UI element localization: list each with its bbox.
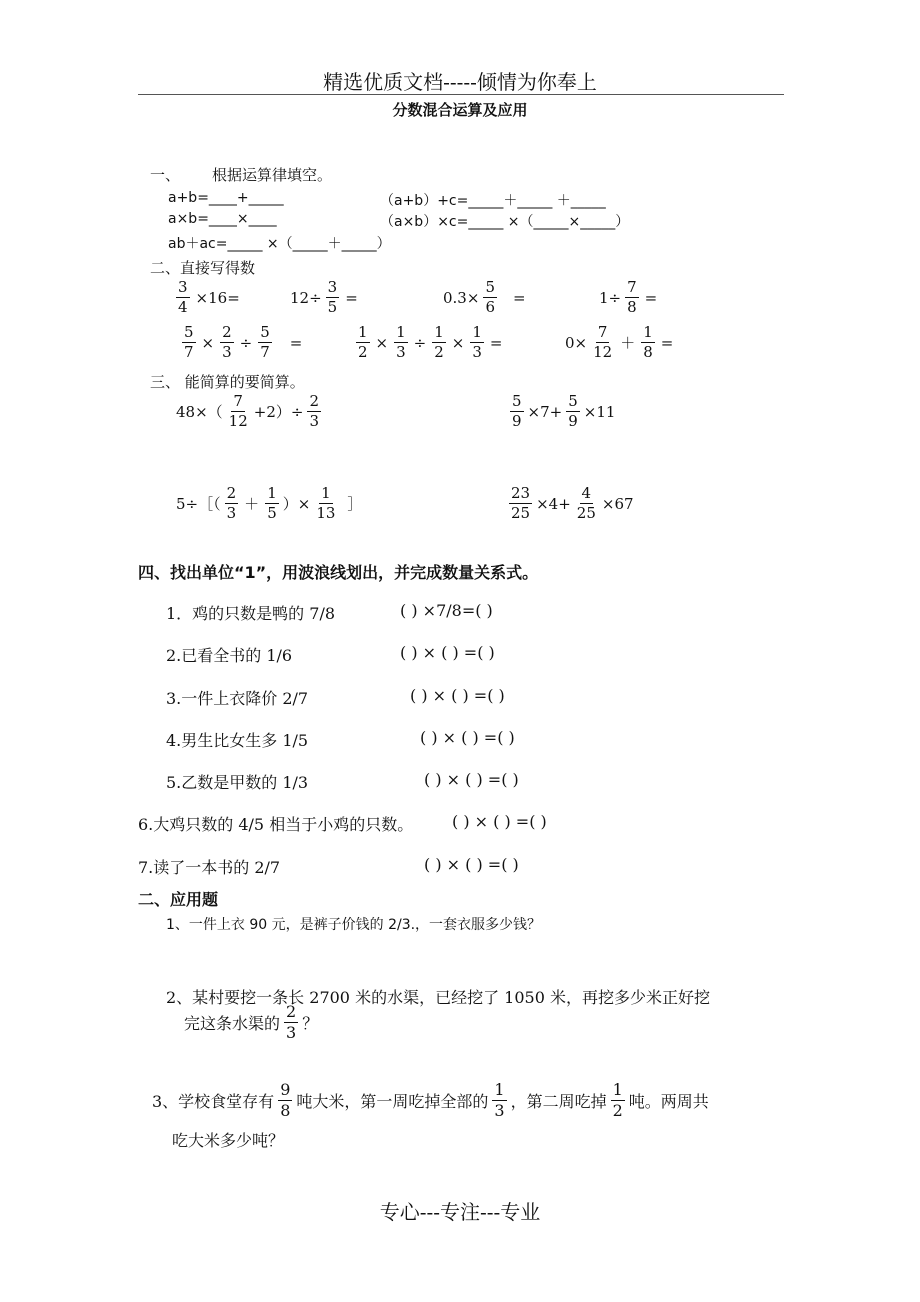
- fraction: $\frac{5}{7}$: [260, 323, 270, 361]
- page-title: 分数混合运算及应用: [392, 101, 528, 119]
- calc-r1-e2: 12÷ $\frac{3}{5}$ =: [290, 278, 358, 316]
- fraction: $\frac{2}{3}$: [309, 392, 319, 430]
- calc-r1-e1: $\frac{3}{4}$ ×16=: [178, 278, 240, 316]
- fraction: $\frac{1}{3}$: [396, 323, 406, 361]
- fraction: $\frac{1}{2}$: [434, 323, 444, 361]
- calc-r1-e3: 0.3× $\frac{5}{6}$ =: [443, 278, 526, 316]
- fraction: $\frac{7}{12}$: [593, 323, 613, 361]
- relation-q3: 3.一件上衣降价 2/7: [166, 689, 309, 708]
- header-rule: [138, 94, 784, 95]
- relation-f2: ( ) × ( ) =( ): [400, 643, 495, 662]
- page-header: 精选优质文档-----倾情为你奉上: [323, 70, 597, 94]
- calc-r1-e4: 1÷ $\frac{7}{8}$ =: [599, 278, 658, 316]
- word-problem-3-line2: 吃大米多少吨？: [172, 1131, 285, 1150]
- word-problem-1: 1、一件上衣 90 元，是裤子价钱的 2/3.，一套衣服多少钱？: [166, 917, 542, 933]
- relation-f1: ( ) ×7/8=( ): [400, 601, 493, 620]
- fraction: $\frac{23}{25}$: [511, 484, 531, 522]
- fraction: $\frac{1}{5}$: [267, 484, 277, 522]
- fraction: $\frac{7}{8}$: [627, 278, 637, 316]
- sec2-label: 二、直接写得数: [150, 259, 256, 277]
- calc-r2-e2: $\frac{1}{2}$ × $\frac{1}{3}$ ÷ $\frac{1}{2}$ × $\frac{1}{3}$ =: [358, 323, 503, 361]
- law-line-2b: （a×b）×c=_____ ×（_____×_____）: [380, 214, 630, 230]
- fraction: $\frac{3}{4}$: [178, 278, 188, 316]
- sec5-label: 二、应用题: [138, 890, 219, 909]
- simplify-p4: $\frac{23}{25}$ ×4+ $\frac{4}{25}$ ×67: [511, 484, 634, 522]
- law-line-3a: ab＋ac=_____ ×（_____＋_____）: [168, 236, 391, 252]
- sec4-label: 四、找出单位“1”，用波浪线划出，并完成数量关系式。: [138, 563, 539, 582]
- calc-r2-e3: 0× $\frac{7}{12}$ ＋ $\frac{1}{8}$ =: [565, 323, 674, 361]
- simplify-p2: $\frac{5}{9}$ ×7+ $\frac{5}{9}$ ×11: [512, 392, 616, 430]
- relation-f4: ( ) × ( ) =( ): [420, 728, 515, 747]
- fraction: $\frac{3}{5}$: [327, 278, 338, 316]
- fraction: $\frac{1}{2}$: [612, 1080, 623, 1120]
- fraction: $\frac{1}{3}$: [472, 323, 482, 361]
- fraction: $\frac{5}{7}$: [184, 323, 194, 361]
- relation-f5: ( ) × ( ) =( ): [424, 770, 519, 789]
- fraction: $\frac{2}{3}$: [226, 484, 237, 522]
- relation-q5: 5.乙数是甲数的 1/3: [166, 773, 309, 792]
- law-line-2a: a×b=____×____: [168, 211, 277, 227]
- fraction: $\frac{2}{3}$: [222, 323, 232, 361]
- fraction: $\frac{1}{3}$: [494, 1080, 505, 1120]
- word-problem-2-line1: 2、某村要挖一条长 2700 米的水渠，已经挖了 1050 米，再挖多少米正好挖: [166, 988, 710, 1007]
- relation-q6: 6.大鸡只数的 4/5 相当于小鸡的只数。: [138, 815, 414, 834]
- simplify-p3: 5÷［（ $\frac{2}{3}$ ＋ $\frac{1}{5}$ ）× $\frac{1}{13}$ ］: [176, 484, 363, 522]
- relation-q7: 7.读了一本书的 2/7: [138, 858, 281, 877]
- page-footer: 专心---专注---专业: [379, 1200, 541, 1224]
- word-problem-3-line1: 3、学校食堂存有 $\frac{9}{8}$ 吨大米，第一周吃掉全部的 $\frac{1}{3}$ ，第二周吃掉 $\frac{1}{2}$ 吨。两周共: [152, 1080, 709, 1120]
- sec1-number: 一、: [150, 166, 181, 184]
- fraction: $\frac{1}{8}$: [643, 323, 653, 361]
- fraction: $\frac{1}{13}$: [316, 484, 336, 522]
- fraction: $\frac{4}{25}$: [576, 484, 596, 522]
- fraction: $\frac{7}{12}$: [228, 392, 248, 430]
- relation-q1: 1．鸡的只数是鸭的 7/8: [166, 604, 336, 623]
- relation-q2: 2.已看全书的 1/6: [166, 646, 293, 665]
- fraction: $\frac{9}{8}$: [280, 1080, 291, 1120]
- relation-f6: ( ) × ( ) =( ): [452, 812, 547, 831]
- relation-q4: 4.男生比女生多 1/5: [166, 731, 309, 750]
- fraction: $\frac{1}{2}$: [358, 323, 368, 361]
- sec3-label: 三、 能简算的要简算。: [150, 373, 305, 391]
- fraction: $\frac{2}{3}$: [286, 1002, 297, 1042]
- fraction: $\frac{5}{9}$: [512, 392, 522, 430]
- law-line-1a: a+b=____+_____: [168, 190, 284, 206]
- calc-r2-e1: $\frac{5}{7}$ × $\frac{2}{3}$ ÷ $\frac{5}{7}$ =: [184, 323, 303, 361]
- word-problem-2-line2: 完这条水渠的 $\frac{2}{3}$ ？: [184, 1002, 319, 1042]
- law-line-1b: （a+b）+c=_____＋_____ ＋_____: [380, 193, 606, 209]
- simplify-p1: 48×（ $\frac{7}{12}$ +2）÷ $\frac{2}{3}$: [176, 392, 319, 430]
- sec1-label: 根据运算律填空。: [212, 166, 333, 184]
- fraction: $\frac{5}{6}$: [485, 278, 495, 316]
- relation-f3: ( ) × ( ) =( ): [410, 686, 505, 705]
- fraction: $\frac{5}{9}$: [568, 392, 578, 430]
- relation-f7: ( ) × ( ) =( ): [424, 855, 519, 874]
